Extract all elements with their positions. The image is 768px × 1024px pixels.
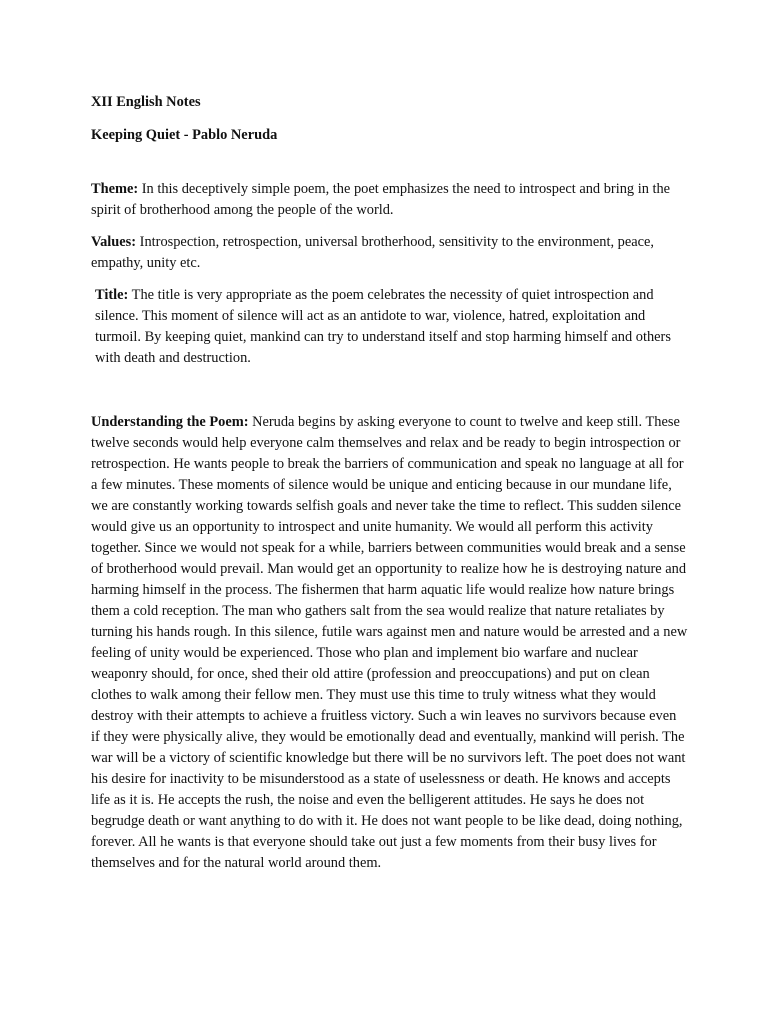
understanding-paragraph xyxy=(91,412,688,874)
theme-text: In this deceptively simple poem, the poet emphasizes the need to introspect and bring in the spirit of brotherhood among the people of the world. xyxy=(91,181,671,218)
theme-paragraph xyxy=(91,179,688,221)
theme-label: Theme: xyxy=(91,181,139,197)
title-label: Title: xyxy=(95,287,129,303)
values-text: Introspection, retrospection, universal brotherhood, sensitivity to the environment, peace, empathy, unity etc. xyxy=(91,234,654,271)
values-label: Values: xyxy=(91,234,137,250)
title-text: The title is very appropriate as the poem celebrates the necessity of quiet introspection and silence. This moment of silence will act as an antidote to war, violence, hatred, exploitation and turmoil. By keeping quiet, mankind can try to understand itself and stop harming himself and others with death and destruction. xyxy=(95,287,671,366)
understanding-label: Understanding the Poem: xyxy=(91,414,249,430)
document-title: XII English Notes xyxy=(91,94,201,110)
understanding-text: Neruda begins by asking everyone to count to twelve and keep still. These twelve seconds would help everyone calm themselves and relax and be ready to begin introspection or retrospection. He wants people to break the barriers of communication and speak no language at all for a few minutes. These moments of silence would be unique and enticing because in our mundane life, we are constantly working towards selfish goals and never take the time to reflect. This sudden silence would give us an opportunity to introspect and unite humanity. We would all perform this activity together. Since we would not speak for a while, barriers between communities would break and a sense of brotherhood would prevail. Man would get an opportunity to realize how he is destroying nature and harming himself in the process. The fishermen that harm aquatic life would realize how nature brings them a cold reception. The man who gathers salt from the sea would realize that nature retaliates by turning his hands rough. In this silence, futile wars against men and nature would be arrested and a new feeling of unity would be experienced. Those who plan and implement bio warfare and nuclear weaponry should, for once, shed their old attire (profession and preoccupations) and put on clean clothes to walk among their fellow men. They must use this time to truly witness what they would destroy with their attempts to achieve a fruitless victory. Such a win leaves no survivors because even if they were physically alive, they would be emotionally dead and eventually, mankind will perish. The war will be a victory of scientific knowledge but there will be no survivors left. The poet does not want his desire for inactivity to be misunderstood as a state of uselessness or death. He knows and accepts life as it is. He accepts the rush, the noise and even the belligerent attitudes. He says he does not begrudge death or want anything to do with it. He does not want people to be like dead, doing nothing, forever. All he wants is that everyone should take out just a few moments from their busy lives for themselves and for the natural world around them. xyxy=(91,414,688,871)
document-subtitle: Keeping Quiet - Pablo Neruda xyxy=(91,127,278,143)
title-paragraph xyxy=(91,285,688,369)
values-paragraph xyxy=(91,232,688,274)
